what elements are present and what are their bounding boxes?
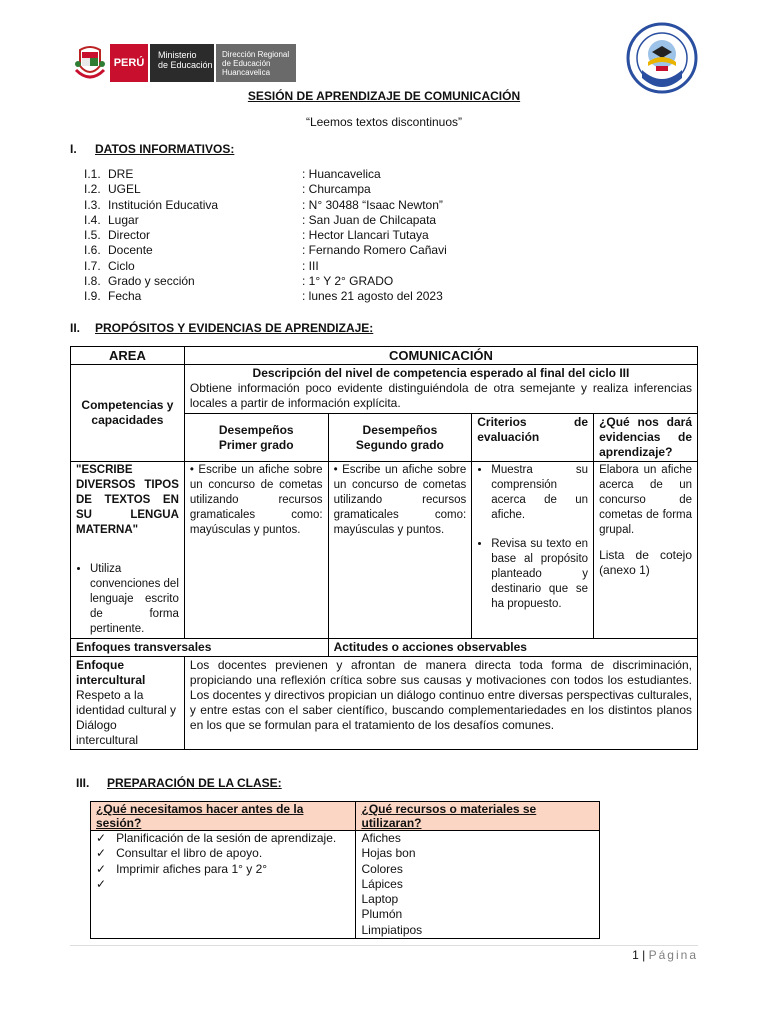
info-row: I.8. Grado y sección : 1° Y 2° GRADO bbox=[84, 274, 394, 289]
checkmark-icon: ✓ bbox=[96, 846, 107, 861]
desempeno-primer-grado: • Escribe un afiche sobre un concurso de cometas utilizando recursos gramaticales como: mayúsculas y puntos. bbox=[184, 462, 328, 639]
ministry-logo: Ministerio de Educación bbox=[150, 44, 214, 82]
page-footer bbox=[632, 948, 698, 962]
materials-cell bbox=[356, 831, 600, 939]
material-item: Lápices bbox=[361, 876, 403, 891]
page-subtitle: “Leemos textos discontinuos” bbox=[305, 115, 463, 129]
criterio-item: • Muestra su comprensión acerca de un afiche. bbox=[491, 463, 588, 523]
actitudes-text: Los docentes previenen y afrontan de manera directa toda forma de discriminación, propiciando una reflexión crítica sobre sus causas y motivaciones con todos los estudiantes. Los docentes y directivos propician un diálogo continuo entre diversas perspectivas culturales, y entre estas con el saber científico, buscando complementariedades en los distintos planos en los que se formulan para el tratamiento de los desafíos comunes. bbox=[184, 657, 697, 750]
task-item bbox=[96, 877, 350, 892]
capacidad-list bbox=[76, 562, 179, 637]
ugel-churcampa-seal-icon bbox=[626, 22, 698, 94]
competencia-text: "ESCRIBE DIVERSOS TIPOS DE TEXTOS EN SU LENGUA MATERNA" bbox=[76, 464, 179, 536]
material-item: Laptop bbox=[361, 892, 399, 907]
criterio-item: • Revisa su texto en base al propósito planteado y destinario que se ha propuesto. bbox=[491, 537, 588, 612]
tasks-cell bbox=[91, 831, 356, 939]
info-row: I.6. Docente : Fernando Romero Cañavi bbox=[84, 243, 447, 258]
info-row: I.7. Ciclo : III bbox=[84, 258, 319, 273]
peru-logo: PERÚ bbox=[110, 44, 148, 82]
competencies-table bbox=[70, 346, 698, 750]
page-label: Página bbox=[648, 948, 698, 962]
checkmark-icon: ✓ bbox=[96, 876, 107, 891]
footer-separator: | bbox=[642, 948, 646, 962]
checkmark-icon: ✓ bbox=[96, 831, 107, 845]
actitudes-header: Actitudes o acciones observables bbox=[328, 639, 697, 657]
material-item: Afiches bbox=[361, 831, 401, 845]
evidencia-text: Elabora un afiche acerca de un concurso de cometas de forma grupal. bbox=[599, 464, 692, 536]
footer-divider bbox=[70, 945, 698, 946]
info-row: I.4. Lugar : San Juan de Chilcapata bbox=[84, 212, 437, 227]
competencias-label: Competencias y capacidades bbox=[71, 365, 185, 462]
competencia-cell bbox=[71, 462, 185, 639]
info-row: I.5. Director : Hector Llancari Tutaya bbox=[84, 228, 429, 243]
info-row: I.1. DRE : Huancavelica bbox=[84, 167, 381, 181]
area-value: COMUNICACIÓN bbox=[184, 347, 697, 365]
enfoques-header: Enfoques transversales bbox=[71, 639, 329, 657]
section-1-heading: I. DATOS INFORMATIVOS: bbox=[70, 142, 235, 156]
criterios-cell bbox=[472, 462, 594, 639]
info-row: I.9. Fecha : lunes 21 agosto del 2023 bbox=[84, 289, 443, 304]
material-item: Colores bbox=[361, 861, 403, 876]
instrumento-text: Lista de cotejo (anexo 1) bbox=[599, 548, 692, 577]
desempeno-segundo-grado: • Escribe un afiche sobre un concurso de cometas utilizando recursos gramaticales como: mayúsculas y puntos. bbox=[328, 462, 472, 639]
description-text: Obtiene información poco evidente distinguiéndola de otra semejante y realiza inferencias locales a partir de información explícita. bbox=[189, 381, 692, 410]
regional-direction-logo: Dirección Regional de Educación Huancavelica bbox=[216, 44, 296, 82]
area-label: AREA bbox=[71, 347, 185, 365]
checkmark-icon: ✓ bbox=[96, 861, 107, 876]
enfoque-cell bbox=[71, 657, 185, 750]
page-number: 1 bbox=[632, 948, 639, 962]
description-title: Descripción del nivel de competencia esperado al final del ciclo III bbox=[252, 366, 630, 380]
info-row: I.2. UGEL : Churcampa bbox=[84, 182, 371, 197]
capacidad-item: • Utiliza convenciones del lenguaje escrito de forma pertinente. bbox=[90, 562, 179, 637]
material-item: Hojas bon bbox=[361, 846, 416, 861]
criterios-list bbox=[477, 463, 588, 612]
section-2-heading: II. PROPÓSITOS Y EVIDENCIAS DE APRENDIZAJE: bbox=[70, 321, 374, 335]
peru-coat-of-arms-icon bbox=[72, 44, 108, 82]
evidencias-cell bbox=[594, 462, 698, 639]
material-item: Limpiatipos bbox=[361, 922, 423, 937]
desempenos-primer-grado-header: Desempeños Primer grado bbox=[184, 414, 328, 462]
section-3-heading: III. PREPARACIÓN DE LA CLASE: bbox=[76, 776, 282, 790]
enfoque-value: Respeto a la identidad cultural y Diálogo intercultural bbox=[76, 688, 177, 747]
task-item: ✓ Planificación de la sesión de aprendizaje. bbox=[96, 831, 337, 845]
evidencias-header: ¿Qué nos dará evidencias de aprendizaje? bbox=[594, 414, 698, 462]
info-row: I.3. Institución Educativa : N° 30488 “Isaac Newton” bbox=[84, 197, 443, 212]
competence-description-cell bbox=[184, 365, 697, 414]
enfoque-title: Enfoque intercultural bbox=[76, 658, 146, 687]
material-item: Plumón bbox=[361, 907, 403, 922]
page-title: SESIÓN DE APRENDIZAJE DE COMUNICACIÓN bbox=[247, 89, 521, 103]
task-item: ✓ Consultar el libro de apoyo. bbox=[96, 846, 263, 861]
before-session-header: ¿Qué necesitamos hacer antes de la sesión? bbox=[91, 802, 356, 831]
info-list bbox=[84, 167, 447, 305]
desempenos-segundo-grado-header: Desempeños Segundo grado bbox=[328, 414, 472, 462]
criterios-header: Criterios de evaluación bbox=[472, 414, 594, 462]
task-item: ✓ Imprimir afiches para 1° y 2° bbox=[96, 861, 268, 876]
preparation-table bbox=[90, 801, 600, 939]
materials-header: ¿Qué recursos o materiales se utilizaran? bbox=[356, 802, 600, 831]
